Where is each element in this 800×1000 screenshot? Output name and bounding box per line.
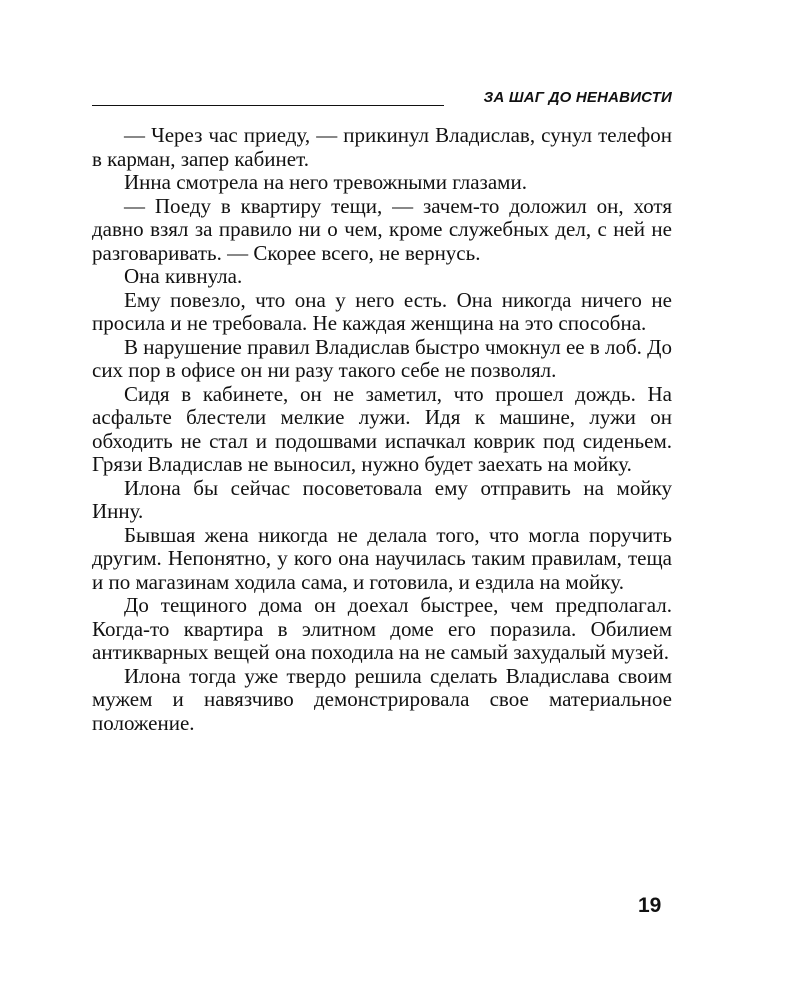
body-text [92,124,672,735]
paragraph: В нарушение правил Владислав быстро чмокнул ее в лоб. До сих пор в офисе он ни разу такого себе не позволял. [92,334,672,382]
paragraph: Бывшая жена никогда не делала того, что могла поручить другим. Непонятно, у кого она научилась таким правилам, теща и по магазинам ходила сама, и готовила, и ездила на мойку. [92,522,672,594]
paragraph: Илона тогда уже твердо решила сделать Владислава своим мужем и навязчиво демонстрировала свое материальное положение. [92,663,672,735]
running-title: ЗА ШАГ ДО НЕНАВИСТИ [483,89,672,106]
paragraph: Сидя в кабинете, он не заметил, что прошел дождь. На асфальте блестели мелкие лужи. Идя к машине, лужи он обходить не стал и подошвами испачкал коврик под сиденьем. Грязи Владислав не выносил, нужно будет заехать на мойку. [92,381,672,476]
header-rule [92,105,444,106]
paragraph: Ему повезло, что она у него есть. Она никогда ничего не просила и не требовала. Не каждая женщина на это способна. [92,287,672,335]
paragraph: Илона бы сейчас посоветовала ему отправить на мойку Инну. [92,475,672,523]
paragraph: — Поеду в квартиру тещи, — зачем-то доложил он, хотя давно взял за правило ни о чем, кроме служебных дел, с ней не разговаривать. — Скорее всего, не вернусь. [92,193,672,265]
page-number: 19 [638,894,662,917]
paragraph: Инна смотрела на него тревожными глазами. [124,170,527,194]
paragraph: Она кивнула. [124,264,243,288]
paragraph: — Через час приеду, — прикинул Владислав, сунул телефон в карман, запер кабинет. [92,123,672,171]
running-header [92,87,672,111]
paragraph: До тещиного дома он доехал быстрее, чем предполагал. Когда-то квартира в элитном доме его поразила. Обилием антикварных вещей она походила на не самый захудалый музей. [92,593,672,664]
